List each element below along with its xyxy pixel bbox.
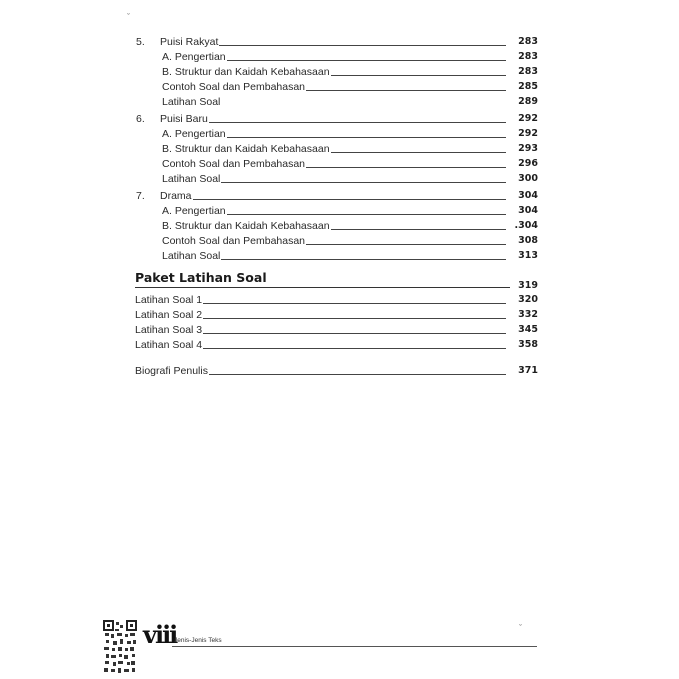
chapter-number: 7. [136, 190, 145, 202]
toc-page-number: .304 [514, 220, 538, 231]
toc-page-number: 285 [518, 81, 538, 92]
toc-page-number: 292 [518, 128, 538, 139]
toc-entry [135, 336, 510, 351]
toc-entry [162, 232, 510, 247]
toc-page-number: 304 [518, 190, 538, 201]
toc-label: Contoh Soal dan Pembahasan [162, 158, 306, 170]
toc-entry-chapter [160, 110, 510, 125]
toc-entry-chapter [160, 33, 510, 48]
toc-entry [135, 321, 510, 336]
toc-entry [162, 48, 510, 63]
toc-entry [135, 362, 510, 377]
leader-line [193, 199, 506, 200]
section-rule [135, 287, 510, 288]
page-number-roman: viii [143, 620, 177, 649]
page-mark: ˇ [127, 12, 130, 22]
leader-line [306, 244, 506, 245]
toc-label: B. Struktur dan Kaidah Kebahasaan [162, 66, 330, 78]
toc-page-number: 283 [518, 36, 538, 47]
leader-line [227, 214, 506, 215]
toc-page-number: 313 [518, 250, 538, 261]
toc-page-number: 293 [518, 143, 538, 154]
toc-page-number: 345 [518, 324, 538, 335]
toc-page-number: 292 [518, 113, 538, 124]
leader-line [306, 90, 506, 91]
toc-page-number: 304 [518, 205, 538, 216]
toc-entry [162, 140, 510, 155]
toc-entry [162, 78, 510, 93]
footer-rule [172, 646, 537, 647]
page-mark: ˇ [519, 623, 522, 633]
chapter-number: 5. [136, 36, 145, 48]
leader-line [209, 122, 506, 123]
toc-page-number: 283 [518, 66, 538, 77]
qr-code-icon [103, 620, 137, 676]
toc-label: Puisi Baru [160, 113, 208, 125]
leader-line [203, 348, 506, 349]
toc-page-number: 332 [518, 309, 538, 320]
toc-label: Puisi Rakyat [160, 36, 219, 48]
leader-line [331, 229, 506, 230]
toc-page-number: 320 [518, 294, 538, 305]
leader-line [227, 137, 506, 138]
toc-page-number: 308 [518, 235, 538, 246]
toc-entry [162, 170, 510, 185]
toc-page-number: 296 [518, 158, 538, 169]
toc-label: Contoh Soal dan Pembahasan [162, 235, 306, 247]
toc-label: Biografi Penulis [135, 365, 208, 377]
leader-line [331, 152, 506, 153]
leader-line [203, 318, 506, 319]
leader-line [221, 182, 506, 183]
toc-page-number: 358 [518, 339, 538, 350]
toc-entry [162, 247, 510, 262]
toc-page-number: 283 [518, 51, 538, 62]
toc-label: Latihan Soal 3 [135, 324, 203, 336]
toc-entry [162, 125, 510, 140]
toc-label: Latihan Soal [162, 173, 221, 185]
toc-entry-chapter [160, 187, 510, 202]
toc-entry [162, 63, 510, 78]
toc-label: A. Pengertian [162, 128, 226, 140]
leader-line [306, 167, 506, 168]
running-title: Jenis-Jenis Teks [174, 637, 222, 644]
toc-entry [162, 93, 510, 108]
toc-page-number: 371 [518, 365, 538, 376]
toc-label: Latihan Soal [162, 250, 221, 262]
toc-page-number: 289 [518, 96, 538, 107]
leader-line [331, 75, 506, 76]
toc-label: B. Struktur dan Kaidah Kebahasaan [162, 143, 330, 155]
section-title: Paket Latihan Soal [135, 270, 267, 285]
toc-label: Latihan Soal 1 [135, 294, 203, 306]
toc-label: Latihan Soal 4 [135, 339, 203, 351]
toc-label: Drama [160, 190, 192, 202]
leader-line [209, 374, 506, 375]
leader-line [221, 259, 506, 260]
leader-line [227, 60, 506, 61]
toc-label: Contoh Soal dan Pembahasan [162, 81, 306, 93]
toc-label: Latihan Soal [162, 96, 221, 108]
leader-line [203, 303, 506, 304]
toc-entry [162, 155, 510, 170]
toc-label: A. Pengertian [162, 51, 226, 63]
toc-label: B. Struktur dan Kaidah Kebahasaan [162, 220, 330, 232]
toc-label: Latihan Soal 2 [135, 309, 203, 321]
toc-page-number: 319 [518, 280, 538, 291]
toc-label: A. Pengertian [162, 205, 226, 217]
toc-entry [162, 202, 510, 217]
toc-entry [135, 291, 510, 306]
leader-line [219, 45, 506, 46]
leader-line [203, 333, 506, 334]
toc-entry [135, 306, 510, 321]
chapter-number: 6. [136, 113, 145, 125]
toc-entry [162, 217, 510, 232]
toc-page-number: 300 [518, 173, 538, 184]
